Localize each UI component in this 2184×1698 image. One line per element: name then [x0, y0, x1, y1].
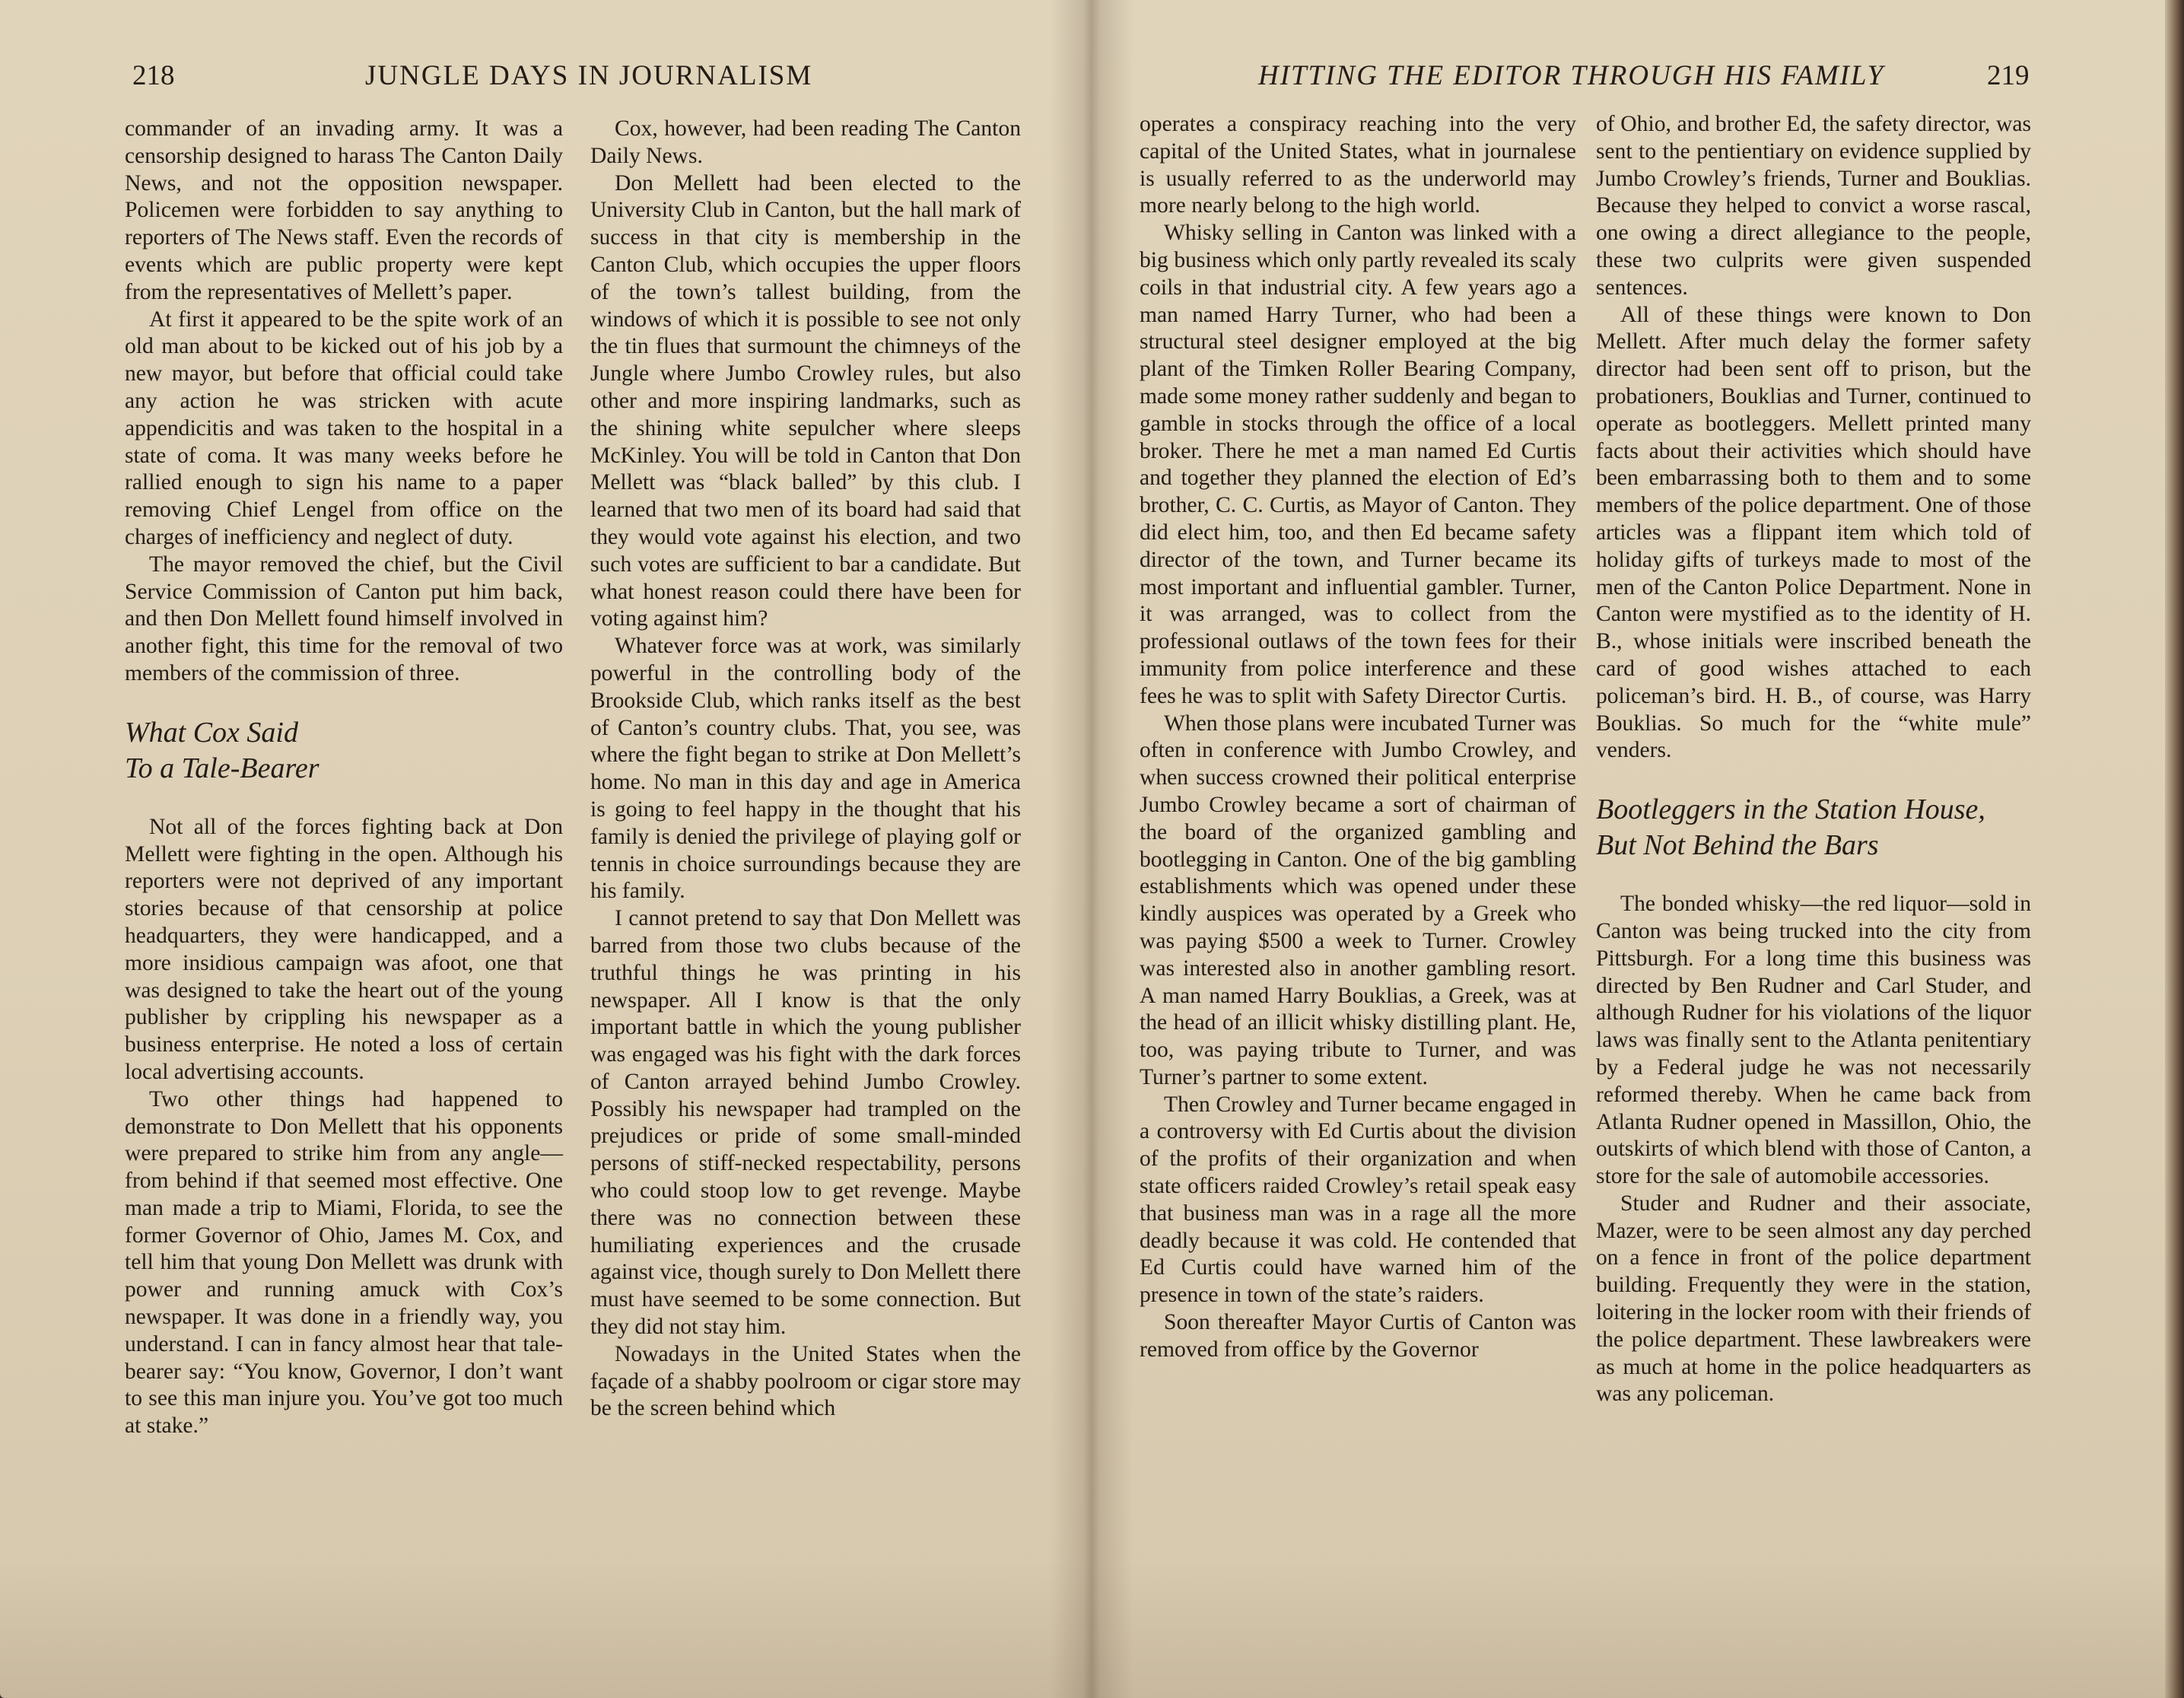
paragraph: When those plans were incubated Turner was often in conference with Jumbo Crowley, and when success crowned their political enterprise Jumbo Crowley became a sort of chairman of the board of the organized gambling and bootlegging in Canton. One of the big gambling establishments which was opened under these kindly auspices was operated by a Greek who was paying $500 a week to Turner. Crowley was interested also in another gambling resort. A man named Harry Bouklias, a Greek, was at the head of an illicit whisky distilling plant. He, too, was paying tribute to Turner, and was Turner’s partner to some extent. [1140, 711, 1576, 1089]
text-column-1 [125, 116, 563, 1440]
paragraph: I cannot pretend to say that Don Mellett was barred from those two clubs because of the truthful things he was printing in his newspaper. All I know is that the only important battle in which the young publisher was engaged was his fight with the dark forces of Canton arrayed behind Jumbo Crowley. Possibly his newspaper had trampled on the prejudices or pride of some small-minded persons of stiff-necked respectability, persons who could stoop low to get revenge. Maybe there was no connection between these humiliating experiences and the crusade against vice, though surely to Don Mellett there must have seemed to be some connection. But they did not stay him. [590, 906, 1021, 1340]
paragraph: Nowadays in the United States when the façade of a shabby poolroom or cigar store may be the screen behind which [590, 1341, 1021, 1421]
section-heading-line-2: To a Tale-Bearer [125, 752, 319, 784]
page-edge [2165, 0, 2184, 1698]
paragraph: All of these things were known to Don Mellett. After much delay the former safety director had been sent off to prison, but the probationers, Bouklias and Turner, continued to operate as bootleggers. Mellett printed many facts about their activities which should have been embarrassing both to them and to some members of the police department. One of those articles was a flippant item which told of holiday gifts of turkeys made to most of the men of the Canton Police Department. None in Canton were mystified as to the identity of H. B., whose initials were inscribed beneath the card of good wishes attached to each policeman’s bird. H. B., of course, was Harry Bouklias. So much for the “white mule” venders. [1596, 302, 2031, 763]
section-heading-line-2: But Not Behind the Bars [1596, 829, 1879, 862]
section-heading-line-1: Bootleggers in the Station House, [1596, 793, 1985, 826]
text-column-1 [1140, 111, 1576, 1364]
paragraph: operates a conspiracy reaching into the very capital of the United States, what in journalese is usually referred to as the underworld may more nearly belong to the high world. [1140, 112, 1576, 218]
paragraph: The mayor removed the chief, but the Civil Service Commission of Canton put him back, and then Don Mellett found himself involved in another fight, this time for the removal of two members of the commission of three. [125, 552, 563, 685]
section-heading [1596, 792, 2031, 863]
paragraph: At first it appeared to be the spite work of an old man about to be kicked out of his job by a new mayor, but before that official could take any action he was stricken with acute appendicitis and was taken to the hospital in a state of coma. It was many weeks before he rallied enough to sign his name to a paper removing Chief Lengel from office on the charges of inefficiency and neglect of duty. [125, 307, 563, 549]
paragraph: Soon thereafter Mayor Curtis of Canton was removed from office by the Governor [1140, 1310, 1576, 1362]
text-column-2 [590, 116, 1021, 1423]
left-page [0, 0, 1089, 1698]
text-column-2 [1596, 111, 2031, 1408]
paragraph: Studer and Rudner and their associate, Mazer, were to be seen almost any day perched on a fence in front of the police department building. Frequently they were in the station, loitering in the locker room with their friends of the police department. These lawbreakers were as much at home in the police headquarters as was any policeman. [1596, 1191, 2031, 1407]
section-heading-line-1: What Cox Said [125, 716, 298, 749]
paragraph: Then Crowley and Turner became engaged in a controversy with Ed Curtis about the division of the profits of their organization and when state officers raided Crowley’s retail speak easy that business man was in a rage all the more deadly because it was cold. He contended that Ed Curtis could have warned him of the presence in town of the state’s raiders. [1140, 1092, 1576, 1308]
page-number: 218 [132, 60, 175, 91]
paragraph: Two other things had happened to demonstrate to Don Mellett that his opponents were prepared to strike him from any angle—from behind if that seemed most effective. One man made a trip to Miami, Florida, to see the former Governor of Ohio, James M. Cox, and tell him that young Don Mellett was drunk with power and running amuck with Cox’s newspaper. It was done in a friendly way, you understand. I can in fancy almost hear that tale-bearer say: “You know, Governor, I don’t want to see this man injure you. You’ve got too much at stake.” [125, 1086, 563, 1439]
paragraph: Whisky selling in Canton was linked with a big business which only partly revealed its scaly coils in that industrial city. A few years ago a man named Harry Turner, who had been a structural steel designer employed at the big plant of the Timken Roller Bearing Company, made some money rather suddenly and began to gamble in stocks through the office of a local broker. There he met a man named Ed Curtis and together they planned the election of Ed’s brother, C. C. Curtis, as Mayor of Canton. They did elect him, too, and then Ed became safety director of the town, and Turner became its most important and influential gambler. Turner, it was arranged, was to collect from the professional outlaws of the town fees for their immunity from police interference and these fees he was to split with Safety Director Curtis. [1140, 221, 1576, 708]
paragraph: of Ohio, and brother Ed, the safety director, was sent to the pentientiary on evidence supplied by Jumbo Crowley’s friends, Turner and Bouklias. Because they helped to convict a worse rascal, one owing a direct allegiance to the people, these two culprits were given suspended sentences. [1596, 112, 2031, 300]
running-head: JUNGLE DAYS IN JOURNALISM [365, 60, 813, 91]
running-head: HITTING THE EDITOR THROUGH HIS FAMILY [1258, 60, 1885, 91]
paragraph: Cox, however, had been reading The Canton Daily News. [590, 116, 1021, 168]
paragraph: Not all of the forces fighting back at Don Mellett were fighting in the open. Although his reporters were not deprived of any important stories because of that censorship at police headquarters, they were handicapped, and a more insidious campaign was afoot, one that was designed to take the heart out of the young publisher by crippling his newspaper as a business enterprise. He noted a loss of certain local advertising accounts. [125, 814, 563, 1084]
page-number: 219 [1987, 60, 2030, 91]
section-heading [125, 715, 563, 787]
paragraph: Whatever force was at work, was similarly powerful in the controlling body of the Brookside Club, which ranks itself as the best of Canton’s country clubs. That, you see, was where the fight began to strike at Don Mellett’s home. No man in this day and age in America is going to feel happy in the thought that his family is denied the privilege of playing golf or tennis in choice surroundings because they are his family. [590, 634, 1021, 904]
paragraph: commander of an invading army. It was a censorship designed to harass The Canton Daily News, and not the opposition newspaper. Policemen were forbidden to say anything to reporters of The News staff. Even the records of events which are public property were kept from the representatives of Mellett’s paper. [125, 116, 563, 304]
paragraph: The bonded whisky—the red liquor—sold in Canton was being trucked into the city from Pittsburgh. For a long time this business was directed by Ben Rudner and Carl Studer, and although Rudner for his violations of the liquor laws was finally sent to the Atlanta penitentiary by a Federal judge he was not necessarily reformed thereby. When he came back from Atlanta Rudner opened in Massillon, Ohio, the outskirts of which blend with those of Canton, a store for the sale of automobile accessories. [1596, 892, 2031, 1189]
right-page [1089, 0, 2184, 1698]
paragraph: Don Mellett had been elected to the University Club in Canton, but the hall mark of success in that city is membership in the Canton Club, which occupies the upper floors of the town’s tallest building, from the windows of which it is possible to see not only the tin flues that surmount the chimneys of the Jungle where Jumbo Crowley rules, but also other and more inspiring landmarks, such as the shining white sepulcher where sleeps McKinley. You will be told in Canton that Don Mellett was “black balled” by this club. I learned that two men of its board had said that they would vote against his election, and two such votes are sufficient to bar a candidate. But what honest reason could there have been for voting against him? [590, 170, 1021, 631]
